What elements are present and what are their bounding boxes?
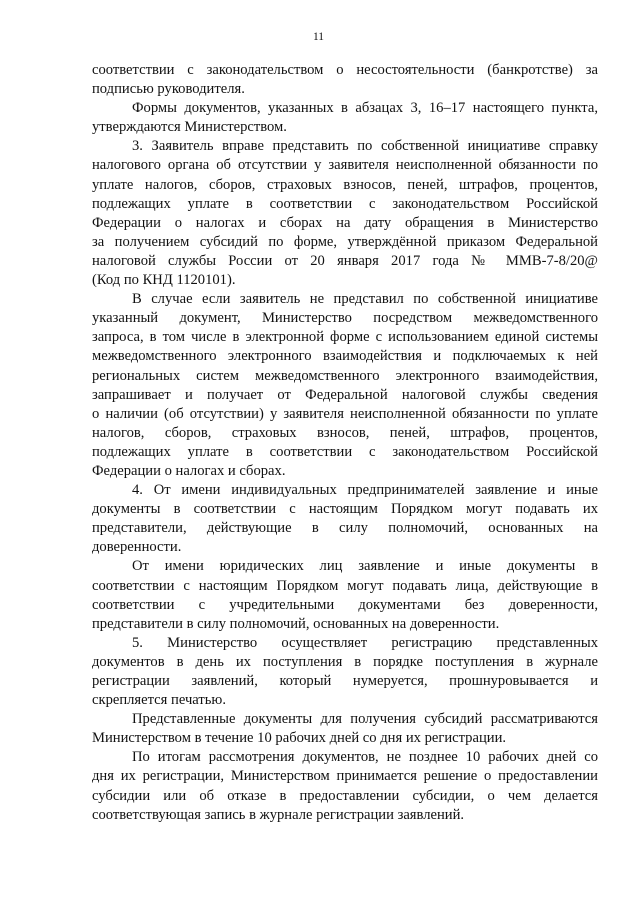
text-line: Министерством в течение 10 рабочих дней со дня их регистрации.	[92, 730, 507, 747]
text-line: Федерации о налогах и сборах на дату обращения в Министерство	[92, 214, 598, 231]
text-line: утверждаются Министерством.	[92, 119, 287, 136]
text-line: скрепляется печатью.	[92, 692, 226, 709]
text-line: По итогам рассмотрения документов, не позднее 10 рабочих дней со	[132, 749, 598, 766]
text-line: представители в силу полномочий, основанных на доверенности.	[92, 615, 500, 632]
text-line: уплате налогов, сборов, страховых взносов, пеней, штрафов, процентов,	[92, 176, 598, 193]
page-number: 11	[312, 31, 325, 43]
paragraph-p3	[92, 137, 598, 290]
paragraph-p7	[92, 634, 598, 710]
document-body	[92, 61, 598, 825]
text-line: налогов, сборов, страховых взносов, пеней, штрафов, процентов,	[92, 424, 598, 441]
text-line: подлежащих уплате в соответствии с законодательством Российской	[92, 443, 598, 460]
text-line: указанный документ, Министерство посредством межведомственного	[92, 310, 598, 327]
text-line: о наличии (об отсутствии) у заявителя неисполненной обязанности по уплате	[92, 405, 598, 422]
text-line: доверенности.	[92, 539, 182, 556]
paragraph-p8	[92, 710, 598, 748]
text-line: запроса, в том числе в электронной форме с использованием единой системы	[92, 329, 598, 346]
text-line: 4. От имени индивидуальных предпринимателей заявление и иные	[132, 482, 598, 499]
paragraph-p5	[92, 481, 598, 557]
text-line: Представленные документы для получения субсидий рассматриваются	[132, 711, 598, 728]
text-line: соответствии с настоящим Порядком могут подавать лица, действующие в	[92, 577, 598, 594]
text-line: документов в день их поступления в порядке поступления в журнале	[92, 653, 598, 670]
text-line: Федерации о налогах и сборах.	[92, 462, 286, 479]
text-line: за получением субсидий по форме, утверждённой приказом Федеральной	[92, 233, 598, 250]
text-line: подписью руководителя.	[92, 81, 245, 98]
text-line: запрашивает и получает от Федеральной налоговой службы сведения	[92, 386, 598, 403]
text-line: дня их регистрации, Министерством принимается решение о предоставлении	[92, 768, 598, 785]
text-line: представители, действующие в силу полномочий, основанных на	[92, 520, 598, 537]
text-line: регистрации заявлений, который нумеруется, прошнуровывается и	[92, 673, 598, 689]
paragraph-p9	[92, 748, 598, 824]
paragraph-p4	[92, 290, 598, 481]
text-line: подлежащих уплате в соответствии с законодательством Российской	[92, 195, 598, 212]
paragraph-p1	[92, 61, 598, 99]
text-line: Формы документов, указанных в абзацах 3, 16–17 настоящего пункта,	[132, 100, 598, 117]
text-line: межведомственного электронного взаимодействия и подключаемых к ней	[92, 348, 598, 365]
text-line: документы в соответствии с настоящим Порядком могут подавать их	[92, 501, 598, 518]
text-line: От имени юридических лиц заявление и иные документы в	[132, 558, 598, 575]
text-line: соответствии с учредительными документами без доверенности,	[92, 596, 598, 613]
text-line: налоговой службы России от 20 января 2017 года № ММВ-7-8/20@	[92, 252, 598, 269]
text-line: 5. Министерство осуществляет регистрацию представленных	[132, 634, 598, 651]
paragraph-p2	[92, 99, 598, 137]
paragraph-p6	[92, 557, 598, 633]
text-line: соответствии с законодательством о несостоятельности (банкротстве) за	[92, 62, 598, 78]
text-line: налогового органа об отсутствии у заявителя неисполненной обязанности по	[92, 157, 598, 174]
text-line: (Код по КНД 1120101).	[92, 272, 236, 289]
text-line: субсидии или об отказе в предоставлении субсидии, о чем делается	[92, 787, 598, 804]
text-line: 3. Заявитель вправе представить по собственной инициативе справку	[132, 138, 598, 155]
text-line: соответствующая запись в журнале регистрации заявлений.	[92, 806, 465, 823]
text-line: В случае если заявитель не представил по собственной инициативе	[132, 291, 598, 308]
text-line: региональных систем межведомственного электронного взаимодействия,	[92, 367, 598, 384]
